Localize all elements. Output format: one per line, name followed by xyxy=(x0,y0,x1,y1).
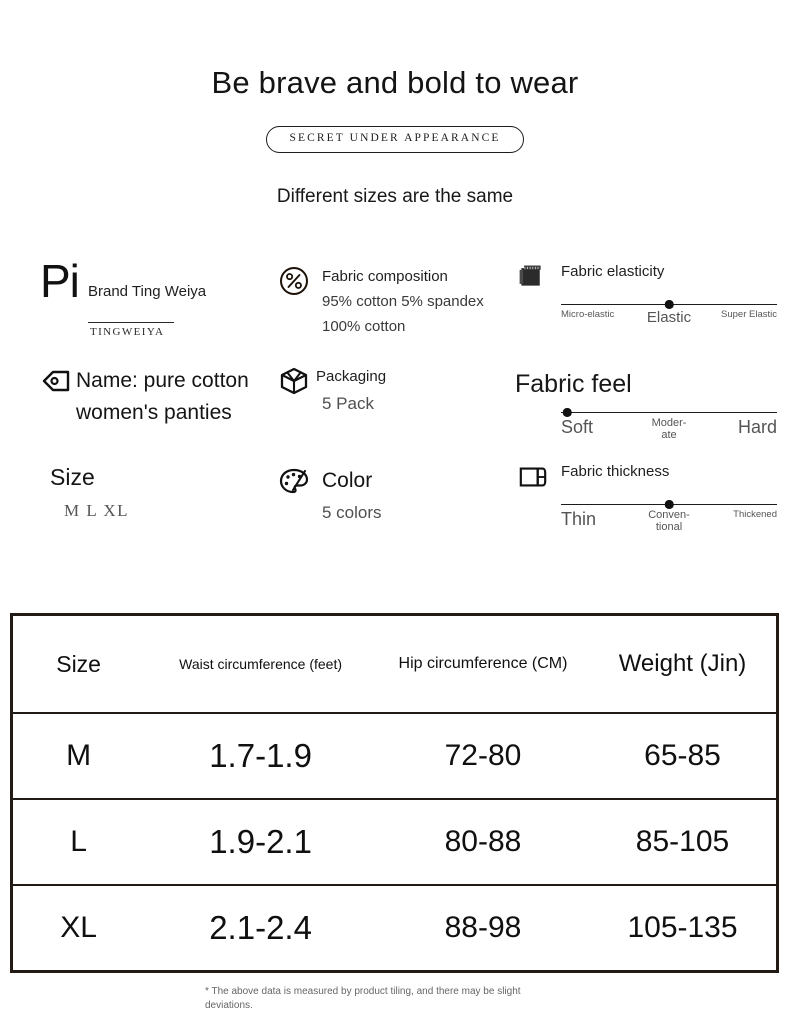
color-value: 5 colors xyxy=(322,503,382,523)
feel-track[interactable] xyxy=(561,412,777,414)
thickness-label-mid xyxy=(648,510,690,534)
spec-size xyxy=(40,460,270,526)
cell-weight: 85-105 xyxy=(635,825,730,858)
header-waist: Waist circumference (feet) xyxy=(179,656,343,672)
cell-size: M xyxy=(66,739,92,772)
fabric-composition-label: Fabric composition xyxy=(322,267,448,285)
size-table xyxy=(10,613,779,973)
cell-size: XL xyxy=(60,911,97,944)
table-header-row xyxy=(13,616,776,712)
cell-waist: 1.7-1.9 xyxy=(209,737,312,774)
size-label: Size xyxy=(50,463,95,490)
header-weight: Weight (Jin) xyxy=(618,650,747,677)
product-name-label: Name: pure cotton women's panties xyxy=(76,368,249,425)
page-subtitle: Different sizes are the same xyxy=(276,185,514,207)
feel-label-mid-line2: ate xyxy=(661,428,677,441)
percent-circle-icon xyxy=(278,265,310,297)
tag-icon xyxy=(40,365,72,397)
table-row xyxy=(13,712,776,798)
elasticity-thumb[interactable] xyxy=(665,300,674,309)
spec-fabric-elasticity xyxy=(515,260,777,327)
packaging-value: 5 Pack xyxy=(322,393,374,413)
fabric-elasticity-slider[interactable] xyxy=(561,294,777,341)
elasticity-label-mid: Elastic xyxy=(646,309,692,327)
spec-packaging xyxy=(278,365,503,418)
thickness-thumb[interactable] xyxy=(665,500,674,509)
table-row xyxy=(13,884,776,970)
fabric-thickness-label: Fabric thickness xyxy=(561,462,670,480)
brand-divider xyxy=(88,322,174,323)
table-footnote: * The above data is measured by product tiling, and there may be slight deviations. xyxy=(205,986,521,1011)
spec-fabric-composition xyxy=(278,265,503,340)
feel-label-right: Hard xyxy=(737,417,777,438)
feel-label-left: Soft xyxy=(561,417,594,438)
fabric-feel-label: Fabric feel xyxy=(515,369,632,398)
brand-wordmark: TINGWEIYA xyxy=(90,325,165,338)
brand-mark: Pi xyxy=(40,254,79,307)
spec-color xyxy=(278,465,503,528)
fabric-feel-slider[interactable] xyxy=(561,402,777,449)
thickness-label-mid-line1: Conven- xyxy=(648,509,690,522)
feel-thumb[interactable] xyxy=(563,408,572,417)
fabric-elasticity-label: Fabric elasticity xyxy=(561,262,665,280)
fabric-roll-icon xyxy=(518,462,548,492)
spec-fabric-thickness xyxy=(515,460,777,533)
table-row xyxy=(13,798,776,884)
thickness-track[interactable] xyxy=(561,504,777,506)
fabric-swatch-icon xyxy=(517,262,545,290)
feel-label-mid xyxy=(652,418,687,442)
cell-weight: 65-85 xyxy=(644,739,721,772)
badge-container xyxy=(0,126,790,153)
open-box-icon xyxy=(278,365,310,397)
brand-label: Brand Ting Weiya xyxy=(88,282,207,300)
cell-waist: 2.1-2.4 xyxy=(209,909,312,946)
spec-section xyxy=(0,254,790,560)
feel-label-mid-line1: Moder- xyxy=(651,417,687,430)
thickness-label-right: Thickened xyxy=(733,509,777,521)
palette-icon xyxy=(278,465,310,497)
cell-hip: 88-98 xyxy=(444,911,522,944)
fabric-composition-value: 95% cotton 5% spandex 100% cotton xyxy=(322,292,484,335)
cell-waist: 1.9-2.1 xyxy=(209,823,312,860)
page-header xyxy=(0,0,790,208)
tagline-badge: SECRET UNDER APPEARANCE xyxy=(266,126,523,153)
size-value: M L XL xyxy=(64,501,130,521)
elasticity-label-left: Micro-elastic xyxy=(561,309,615,321)
spec-product-name xyxy=(40,365,270,430)
color-label: Color xyxy=(322,468,373,492)
cell-hip: 72-80 xyxy=(444,739,522,772)
elasticity-label-right: Super Elastic xyxy=(721,309,777,321)
cell-hip: 80-88 xyxy=(444,825,522,858)
header-size: Size xyxy=(56,650,101,677)
elasticity-track[interactable] xyxy=(561,304,777,306)
cell-size: L xyxy=(70,825,87,858)
fabric-thickness-slider[interactable] xyxy=(561,494,777,541)
cell-weight: 105-135 xyxy=(627,911,738,944)
thickness-label-mid-line2: tional xyxy=(655,520,683,533)
page-title: Be brave and bold to wear xyxy=(211,65,579,100)
packaging-label: Packaging xyxy=(316,367,387,385)
thickness-label-left: Thin xyxy=(561,509,597,530)
spec-fabric-feel xyxy=(515,365,777,441)
spec-brand xyxy=(40,254,270,350)
header-hip: Hip circumference (CM) xyxy=(398,655,568,672)
